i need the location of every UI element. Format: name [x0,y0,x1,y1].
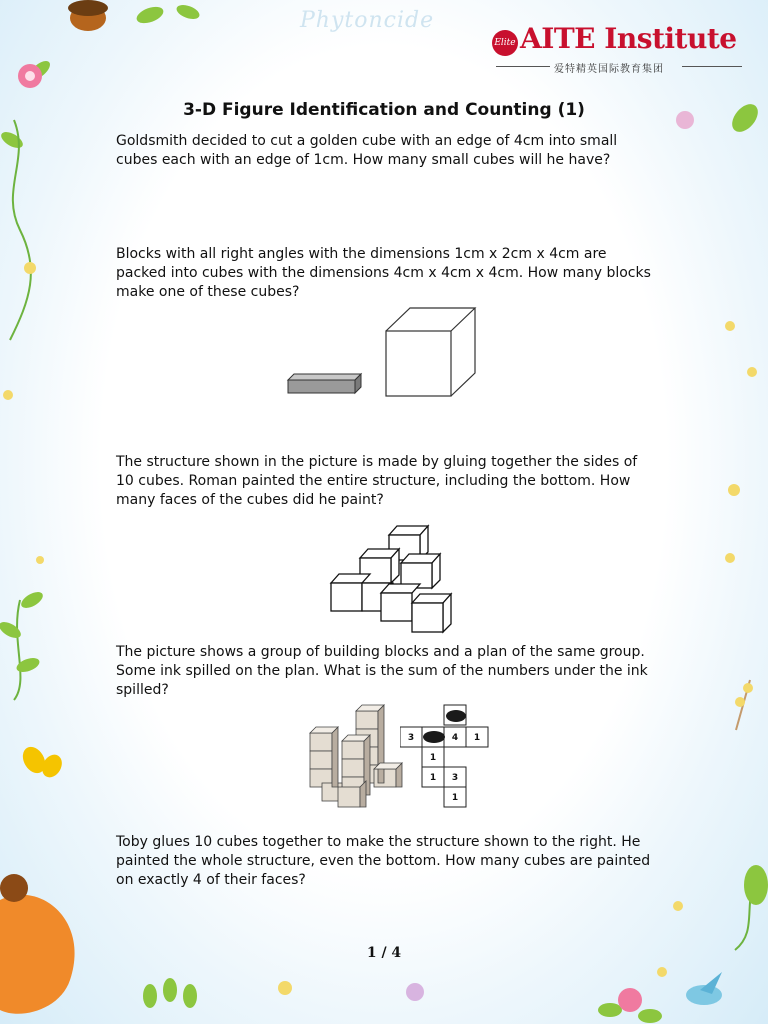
question-1: Goldsmith decided to cut a golden cube with an edge of 4cm into small cubes each with an edge of 1cm. How many small cubes will he have? [116,133,618,168]
block-and-cube-figure [285,305,485,400]
plan-cell: 3 [407,733,415,743]
page-title: 3-D Figure Identification and Counting (1) [183,100,585,120]
question-2: Blocks with all right angles with the dimensions 1cm x 2cm x 4cm are packed into cubes with the dimensions 4cm x 4cm x 4cm. How many blocks make one of these cubes? [116,246,651,300]
plan-cell: 1 [429,753,437,763]
squirrel-icon [0,874,75,1014]
cube-structure-figure [328,520,453,635]
butterfly-icon [18,743,65,781]
logo-divider-right [682,66,742,67]
plan-cell: 1 [473,733,481,743]
plan-cell: 4 [451,733,459,743]
page-number: 1 / 4 [366,945,402,961]
plan-cell: 1 [429,773,437,783]
logo-mark-icon: Elite [492,30,518,56]
question-3: The structure shown in the picture is made by gluing together the sides of 10 cubes. Roman painted the entire structure, including the bottom. How many faces of the cubes did he paint? [116,454,638,508]
logo-divider-left [496,66,550,67]
question-4: The picture shows a group of building blocks and a plan of the same group. Some ink spilled on the plan. What is the sum of the numbers under the ink spilled? [116,644,648,698]
plan-cell: 1 [451,793,459,803]
open-cube [386,308,475,396]
logo-subtitle: 爱特精英国际教育集团 [554,64,664,75]
plan-grid-figure [400,703,492,811]
building-blocks-figure [306,703,406,813]
acorn-icon [68,0,108,31]
logo [490,22,750,75]
watermark-text: Phytoncide [300,8,435,33]
plan-cell: 3 [451,773,459,783]
bird-icon [686,972,722,1005]
rectangular-block [288,374,361,393]
flower-icon [18,64,42,88]
logo-name: AITE Institute [520,22,737,55]
question-5: Toby glues 10 cubes together to make the structure shown to the right. He painted the whole structure, even the bottom. How many cubes are painted on exactly 4 of their faces? [116,834,651,888]
